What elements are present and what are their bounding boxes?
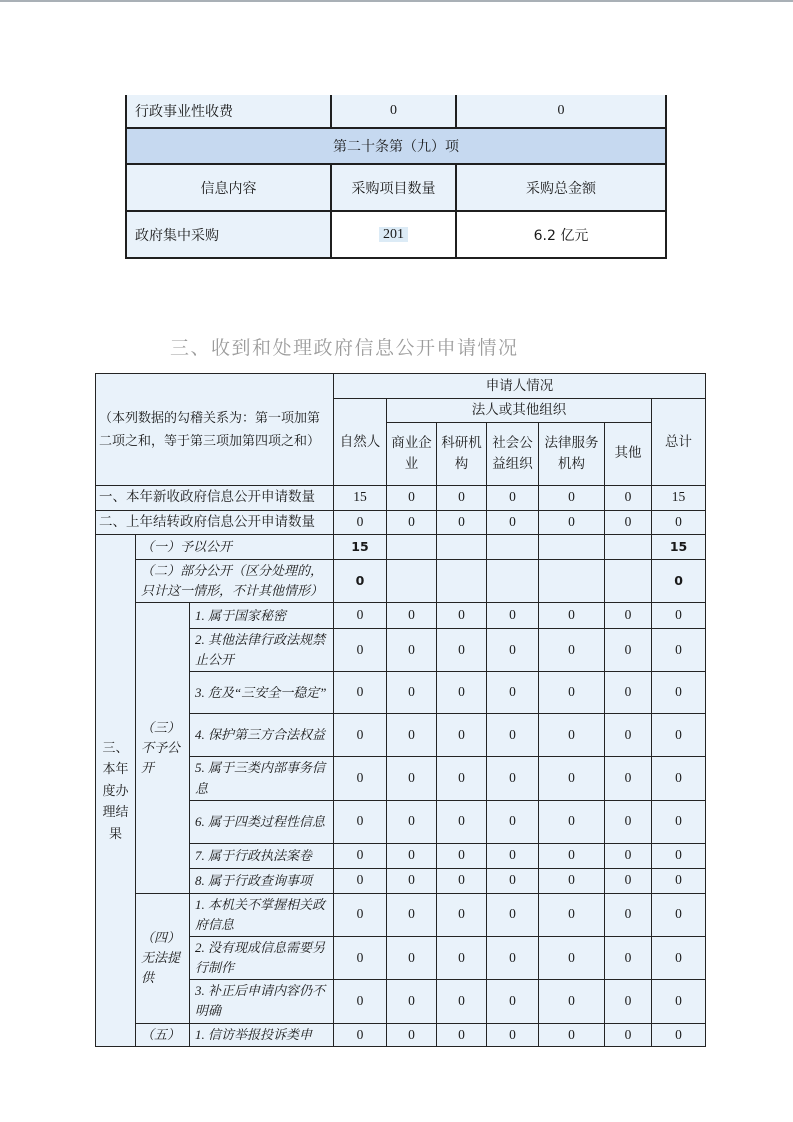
value-cell: 0: [539, 672, 605, 714]
value-cell: [487, 534, 539, 559]
value-cell: 0: [387, 868, 437, 893]
value-cell: 0: [437, 672, 487, 714]
value-cell: 0: [652, 893, 706, 936]
value-cell: 0: [334, 757, 387, 800]
value-cell: [605, 534, 652, 559]
value-cell: 0: [437, 629, 487, 672]
value-cell: 0: [487, 714, 539, 757]
table-row: [126, 164, 666, 211]
table-row: [96, 603, 706, 629]
value-cell: 0: [605, 603, 652, 629]
value-cell: 0: [652, 757, 706, 800]
value-cell: 0: [605, 868, 652, 893]
value-cell: 0: [539, 800, 605, 843]
value-cell: 0: [539, 510, 605, 534]
col-header-total: 总计: [652, 399, 706, 486]
value-cell: 15: [652, 534, 706, 559]
value-cell: 0: [437, 936, 487, 979]
value-cell: 0: [334, 629, 387, 672]
value-cell: 0: [487, 843, 539, 868]
value-cell: 0: [334, 1023, 387, 1047]
row-label: （二）部分公开（区分处理的，只计这一情形，不计其他情形）: [136, 559, 334, 602]
value-cell: 0: [652, 936, 706, 979]
row-label: 3. 危及“三安全一稳定”: [190, 672, 334, 714]
value-cell: 0: [387, 936, 437, 979]
col-header-info-content: 信息内容: [126, 164, 331, 211]
value-cell: 0: [539, 603, 605, 629]
value-cell: 0: [387, 1023, 437, 1047]
value-cell: 0: [334, 510, 387, 534]
value-cell: 0: [437, 868, 487, 893]
subgroup-label-five: （五）: [136, 1023, 190, 1047]
value-cell: 0: [334, 603, 387, 629]
value-cell: 0: [334, 868, 387, 893]
header-legal-or-other: 法人或其他组织: [387, 399, 652, 423]
header-applicant: 申请人情况: [334, 374, 706, 399]
value-cell: 0: [652, 980, 706, 1023]
value-cell: 0: [539, 714, 605, 757]
table-row: [126, 211, 666, 258]
value-cell: 0: [487, 980, 539, 1023]
value-cell: 0: [334, 936, 387, 979]
value-cell: 0: [387, 893, 437, 936]
value-cell: 0: [605, 936, 652, 979]
value-cell: 0: [652, 800, 706, 843]
value-cell: [539, 534, 605, 559]
value-cell: 0: [331, 95, 456, 128]
value-cell: 0: [487, 629, 539, 672]
value-cell: 0: [487, 868, 539, 893]
row-label: 5. 属于三类内部事务信息: [190, 757, 334, 800]
value-cell: 0: [437, 843, 487, 868]
row-label: 3. 补正后申请内容仍不明确: [190, 980, 334, 1023]
row-label: 1. 属于国家秘密: [190, 603, 334, 629]
col-header-research: 科研机构: [437, 422, 487, 485]
value-cell: 0: [456, 95, 666, 128]
value-cell: 0: [437, 800, 487, 843]
value-cell: 0: [605, 980, 652, 1023]
row-label: 2. 没有现成信息需要另行制作: [190, 936, 334, 979]
row-label: 二、上年结转政府信息公开申请数量: [96, 510, 334, 534]
row-label: 一、本年新收政府信息公开申请数量: [96, 485, 334, 510]
value-cell: 0: [437, 1023, 487, 1047]
col-header-total-amount: 采购总金额: [456, 164, 666, 211]
subgroup-label-unavailable: （四）无法提供: [136, 893, 190, 1023]
value-cell: 0: [539, 629, 605, 672]
value-cell: 0: [652, 510, 706, 534]
value-cell: 0: [652, 714, 706, 757]
value-cell: 0: [437, 893, 487, 936]
table-row: [96, 893, 706, 936]
value-cell: 0: [387, 800, 437, 843]
col-header-natural-person: 自然人: [334, 399, 387, 486]
value-cell: 0: [437, 980, 487, 1023]
fee-row-label: 行政事业性收费: [126, 95, 331, 128]
table-row: [96, 485, 706, 510]
value-cell: 0: [652, 629, 706, 672]
value-cell: 0: [539, 843, 605, 868]
value-cell: 0: [539, 757, 605, 800]
value-cell: 0: [605, 843, 652, 868]
value-cell: 0: [387, 485, 437, 510]
value-cell: 0: [487, 800, 539, 843]
value-cell: 0: [605, 672, 652, 714]
reconciliation-note: （本列数据的勾稽关系为：第一项加第二项之和，等于第三项加第四项之和）: [96, 374, 334, 486]
value-cell: 0: [652, 603, 706, 629]
value-cell: 0: [387, 629, 437, 672]
table-row: [96, 1023, 706, 1047]
procurement-table: [125, 95, 667, 259]
row-label: 4. 保护第三方合法权益: [190, 714, 334, 757]
count-field[interactable]: 201: [379, 227, 408, 242]
value-cell: 0: [387, 757, 437, 800]
value-cell: 0: [334, 800, 387, 843]
value-cell: [487, 559, 539, 602]
value-cell: 0: [334, 714, 387, 757]
value-cell: 0: [605, 800, 652, 843]
page-top-edge: [0, 0, 793, 2]
amount-cell: 6.2 亿元: [456, 211, 666, 258]
table-row: [96, 559, 706, 602]
value-cell: 0: [539, 980, 605, 1023]
value-cell: 0: [387, 980, 437, 1023]
value-cell: 0: [605, 629, 652, 672]
col-header-commercial: 商业企业: [387, 422, 437, 485]
value-cell: 0: [487, 893, 539, 936]
table-row: [96, 510, 706, 534]
value-cell: 0: [334, 893, 387, 936]
value-cell: 0: [334, 980, 387, 1023]
value-cell: 0: [652, 559, 706, 602]
row-label: 1. 信访举报投诉类申: [190, 1023, 334, 1047]
value-cell: [437, 534, 487, 559]
value-cell: 0: [487, 936, 539, 979]
value-cell: 0: [652, 672, 706, 714]
row-label: 7. 属于行政执法案卷: [190, 843, 334, 868]
table-row: [96, 534, 706, 559]
value-cell: 0: [605, 757, 652, 800]
value-cell: [331, 211, 456, 258]
value-cell: 0: [652, 868, 706, 893]
row-label: （一）予以公开: [136, 534, 334, 559]
value-cell: 0: [652, 1023, 706, 1047]
value-cell: 0: [437, 603, 487, 629]
row-label: 8. 属于行政查询事项: [190, 868, 334, 893]
value-cell: 0: [387, 510, 437, 534]
row-group-label-results: 三、本年度办理结果: [96, 534, 136, 1047]
value-cell: 0: [605, 893, 652, 936]
table-row: [126, 95, 666, 128]
value-cell: [539, 559, 605, 602]
value-cell: [387, 534, 437, 559]
table-header-row: [96, 374, 706, 399]
value-cell: [605, 559, 652, 602]
value-cell: 0: [605, 485, 652, 510]
value-cell: 0: [539, 1023, 605, 1047]
value-cell: 0: [387, 672, 437, 714]
value-cell: 0: [437, 714, 487, 757]
value-cell: 0: [437, 485, 487, 510]
row-label: 6. 属于四类过程性信息: [190, 800, 334, 843]
value-cell: 15: [652, 485, 706, 510]
table-row: [126, 128, 666, 164]
value-cell: 15: [334, 485, 387, 510]
value-cell: 0: [387, 603, 437, 629]
value-cell: 0: [539, 485, 605, 510]
section-header-cell: 第二十条第（九）项: [126, 128, 666, 164]
value-cell: 0: [487, 672, 539, 714]
col-header-legal-service: 法律服务机构: [539, 422, 605, 485]
value-cell: [437, 559, 487, 602]
value-cell: 0: [605, 510, 652, 534]
col-header-project-count: 采购项目数量: [331, 164, 456, 211]
value-cell: 0: [437, 757, 487, 800]
value-cell: 0: [437, 510, 487, 534]
row-label: 1. 本机关不掌握相关政府信息: [190, 893, 334, 936]
value-cell: 0: [487, 757, 539, 800]
value-cell: 0: [334, 559, 387, 602]
col-header-other: 其他: [605, 422, 652, 485]
subgroup-label-refused: （三）不予公开: [136, 603, 190, 894]
value-cell: 0: [652, 843, 706, 868]
value-cell: 0: [539, 936, 605, 979]
row-label: 2. 其他法律行政法规禁止公开: [190, 629, 334, 672]
procurement-row-label: 政府集中采购: [126, 211, 331, 258]
value-cell: 0: [334, 843, 387, 868]
value-cell: 0: [487, 603, 539, 629]
value-cell: 0: [334, 672, 387, 714]
value-cell: 0: [387, 714, 437, 757]
value-cell: 0: [605, 1023, 652, 1047]
value-cell: 0: [487, 1023, 539, 1047]
value-cell: 0: [605, 714, 652, 757]
value-cell: [387, 559, 437, 602]
value-cell: 0: [487, 485, 539, 510]
col-header-social: 社会公益组织: [487, 422, 539, 485]
value-cell: 15: [334, 534, 387, 559]
value-cell: 0: [539, 893, 605, 936]
section-title: 三、收到和处理政府信息公开申请情况: [170, 338, 519, 359]
value-cell: 0: [487, 510, 539, 534]
value-cell: 0: [387, 843, 437, 868]
requests-table: [95, 373, 706, 1047]
value-cell: 0: [539, 868, 605, 893]
